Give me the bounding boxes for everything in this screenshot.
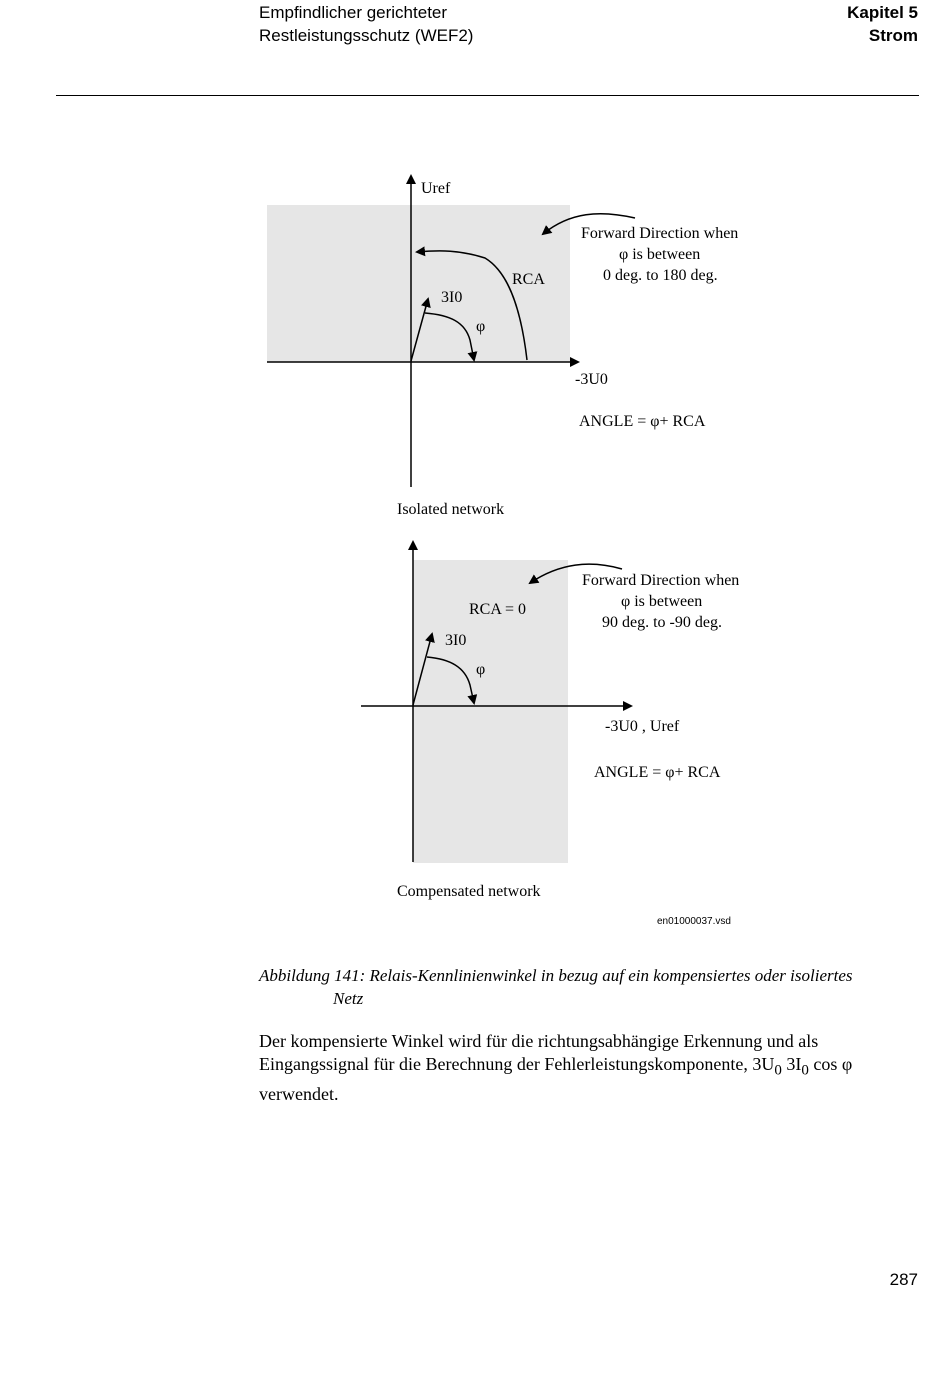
- subscript-i0: 0: [801, 1062, 809, 1079]
- compensated-network-diagram: [361, 542, 739, 900]
- phi-label: φ: [476, 318, 486, 335]
- current-label: 3I0: [441, 289, 463, 306]
- body-paragraph: [259, 1030, 904, 1106]
- forward-note-line3: 90 deg. to -90 deg.: [602, 614, 722, 631]
- isolated-network-diagram: [267, 176, 738, 518]
- header-chapter-name: Strom: [868, 26, 918, 45]
- x-axis-label: -3U0 , Uref: [605, 718, 680, 735]
- x-axis-label: -3U0: [575, 371, 608, 388]
- subscript-u0: 0: [774, 1062, 782, 1079]
- forward-note-line1: Forward Direction when: [582, 572, 740, 589]
- forward-note-line2: φ is between: [619, 246, 701, 263]
- phi-label: φ: [476, 661, 486, 678]
- diagram-title: Isolated network: [397, 501, 505, 518]
- caption-line1: Abbildung 141: Relais-Kennlinienwinkel in bezug auf ein kompensiertes oder isoliertes: [259, 966, 853, 985]
- figure-file-reference: en01000037.vsd: [657, 916, 731, 927]
- rca-label: RCA = 0: [469, 601, 527, 618]
- rca-label: RCA: [512, 271, 545, 288]
- body-text-part3: cos φ verwendet.: [259, 1054, 853, 1104]
- body-text-part1: Der kompensierte Winkel wird für die richtungsabhängige Erkennung und als Eingangssignal für die Berechnung der Fehlerleistungskomponente, 3U: [259, 1031, 819, 1074]
- forward-note-line1: Forward Direction when: [581, 225, 739, 242]
- body-text-part2: 3I: [781, 1054, 802, 1074]
- y-axis-label: Uref: [421, 180, 451, 197]
- angle-formula: ANGLE = φ+ RCA: [594, 764, 721, 781]
- header-chapter-number: Kapitel 5: [847, 3, 918, 22]
- header-title-line1: Empfindlicher gerichteter: [259, 3, 448, 22]
- figure-caption: [259, 964, 927, 1010]
- current-label: 3I0: [445, 632, 467, 649]
- forward-note-line3: 0 deg. to 180 deg.: [603, 267, 718, 284]
- page-number: 287: [889, 1270, 918, 1289]
- header-title-line2: Restleistungsschutz (WEF2): [259, 26, 474, 45]
- diagram-title: Compensated network: [397, 883, 541, 900]
- forward-note-line2: φ is between: [621, 593, 703, 610]
- angle-formula: ANGLE = φ+ RCA: [579, 413, 706, 430]
- caption-line2: Netz: [333, 989, 364, 1008]
